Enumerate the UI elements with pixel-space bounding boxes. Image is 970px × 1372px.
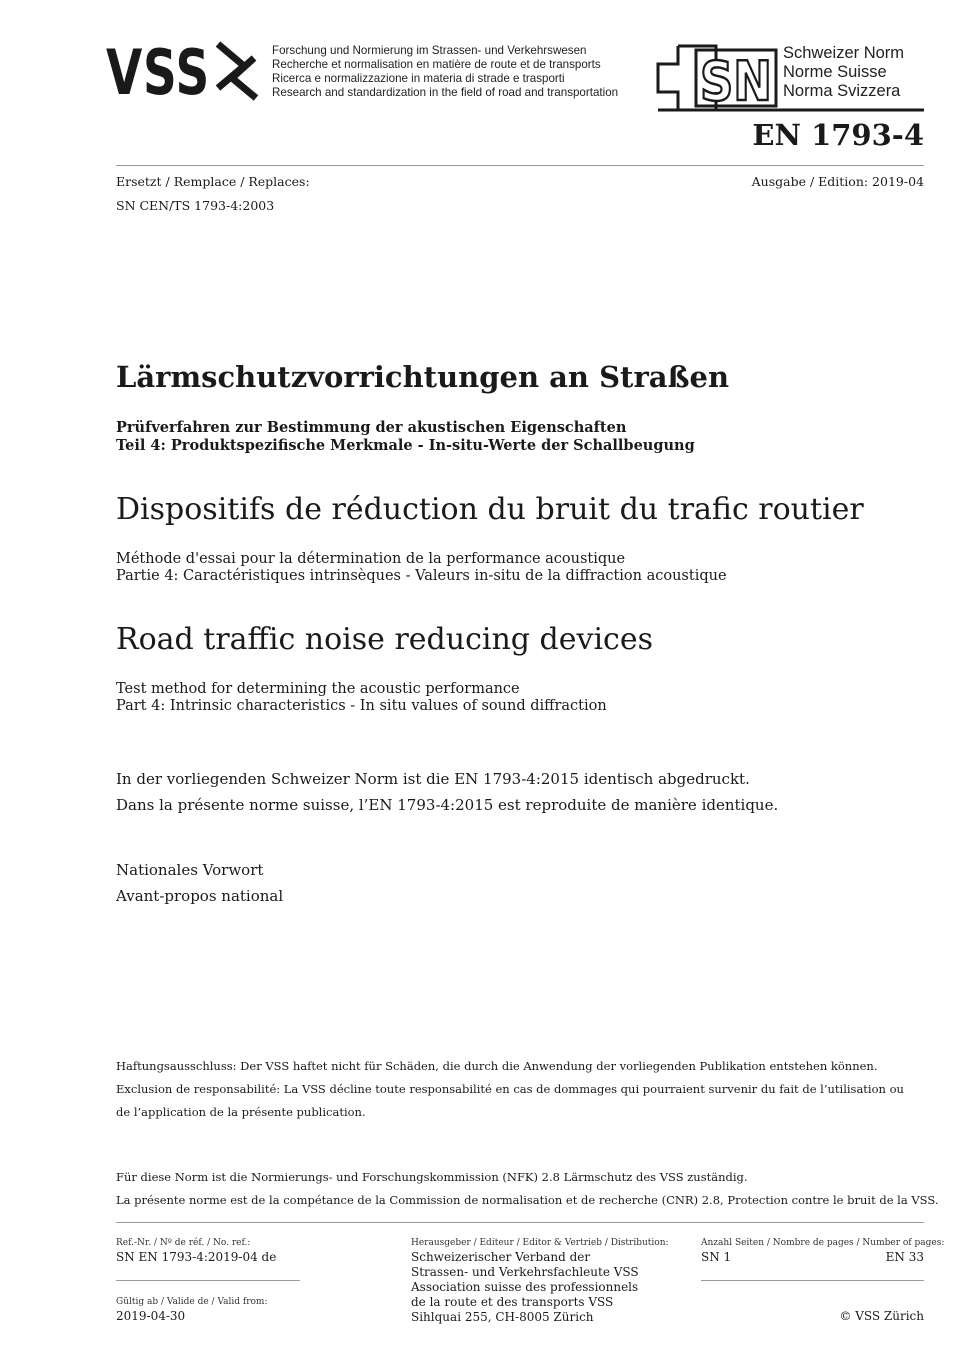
subtitle-german [116, 419, 695, 455]
subtitle-german-line-2: Teil 4: Produktspezifische Merkmale - In-situ-Werte der Schallbeugung [116, 437, 695, 454]
valid-from-label: Gültig ab / Valide de / Valid from: [116, 1297, 268, 1307]
org-line-fr: Recherche et normalisation en matière de route et de transports [272, 58, 601, 71]
identical-statement-german: In der vorliegenden Schweizer Norm ist die EN 1793-4:2015 identisch abgedruckt. [116, 770, 750, 788]
disclaimer-german: Haftungsausschluss: Der VSS haftet nicht für Schäden, die durch die Anwendung der vorliegenden Publikation entstehen können. [116, 1059, 878, 1073]
responsibility-german: Für diese Norm ist die Normierungs- und Forschungskommission (NFK) 2.8 Lärmschutz des VSS zuständig. [116, 1170, 748, 1184]
replaces-label: Ersetzt / Remplace / Replaces: [116, 174, 310, 189]
publisher-line: Sihlquai 255, CH-8005 Zürich [411, 1310, 594, 1324]
footer-divider [116, 1222, 924, 1223]
edition-date: Ausgabe / Edition: 2019-04 [751, 174, 924, 189]
swiss-norm-lines [783, 44, 904, 101]
org-line-it: Ricerca e normalizzazione in materia di strade e trasporti [272, 72, 565, 85]
copyright: © VSS Zürich [839, 1309, 924, 1323]
subtitle-french-line-2: Partie 4: Caractéristiques intrinsèques - Valeurs in-situ de la diffraction acoustique [116, 568, 727, 584]
publisher-line: Association suisse des professionnels [411, 1280, 639, 1294]
document-number: EN 1793-4 [752, 118, 924, 152]
national-foreword-french: Avant-propos national [116, 887, 284, 905]
title-german: Lärmschutzvorrichtungen an Straßen [116, 360, 730, 394]
publisher-label: Herausgeber / Editeur / Editor & Vertrieb / Distribution: [411, 1238, 669, 1248]
subtitle-french [116, 551, 727, 585]
subtitle-german-line-1: Prüfverfahren zur Bestimmung der akustischen Eigenschaften [116, 419, 627, 436]
reference-divider [116, 1280, 300, 1281]
sn-logo-text: SN [700, 50, 772, 113]
subtitle-english-line-2: Part 4: Intrinsic characteristics - In situ values of sound diffraction [116, 698, 607, 714]
responsibility-french: La présente norme est de la compétance de la Commission de normalisation et de recherche (CNR) 2.8, Protection contre le bruit de la VSS. [116, 1193, 939, 1207]
subtitle-english [116, 681, 607, 715]
replaces-value: SN CEN/TS 1793-4:2003 [116, 198, 275, 213]
identical-statement-french: Dans la présente norme suisse, l’EN 1793-4:2015 est reproduite de manière identique. [116, 796, 779, 814]
title-english: Road traffic noise reducing devices [116, 622, 653, 657]
subtitle-english-line-1: Test method for determining the acoustic performance [116, 681, 520, 697]
vss-chevron-left [232, 58, 256, 98]
publisher-address [411, 1250, 639, 1325]
org-line-en: Research and standardization in the field of road and transportation [272, 86, 619, 99]
page-count-en: EN 33 [885, 1250, 924, 1264]
title-french: Dispositifs de réduction du bruit du trafic routier [116, 492, 864, 527]
valid-from-value: 2019-04-30 [116, 1309, 186, 1323]
sn-line-fr: Norme Suisse [783, 63, 887, 81]
reference-value: SN EN 1793-4:2019-04 de [116, 1250, 277, 1264]
page-count-sn: SN 1 [701, 1250, 732, 1264]
vss-logo [106, 38, 266, 102]
header-divider [116, 165, 924, 166]
page-count-divider [701, 1280, 924, 1281]
sn-line-de: Schweizer Norm [783, 44, 905, 62]
sn-line-it: Norma Svizzera [783, 82, 901, 100]
disclaimer-french-line-2: de l’application de la présente publication. [116, 1105, 366, 1119]
organisation-lines [272, 44, 618, 100]
subtitle-french-line-1: Méthode d'essai pour la détermination de la performance acoustique [116, 551, 626, 567]
disclaimer-french-line-1: Exclusion de responsabilité: La VSS décline toute responsabilité en cas de dommages qui pourraient survenir du fait de l’utilisation ou [116, 1082, 904, 1096]
publisher-line: Strassen- und Verkehrsfachleute VSS [411, 1265, 639, 1279]
publisher-line: de la route et des transports VSS [411, 1295, 614, 1309]
reference-label: Ref.-Nr. / Nº de réf. / No. ref.: [116, 1238, 251, 1248]
org-line-de: Forschung und Normierung im Strassen- und Verkehrswesen [272, 44, 587, 57]
vss-logo-text: VSS [106, 38, 210, 102]
page-count-label: Anzahl Seiten / Nombre de pages / Number of pages: [701, 1238, 945, 1248]
publisher-line: Schweizerischer Verband der [411, 1250, 591, 1264]
national-foreword-german: Nationales Vorwort [116, 861, 264, 879]
